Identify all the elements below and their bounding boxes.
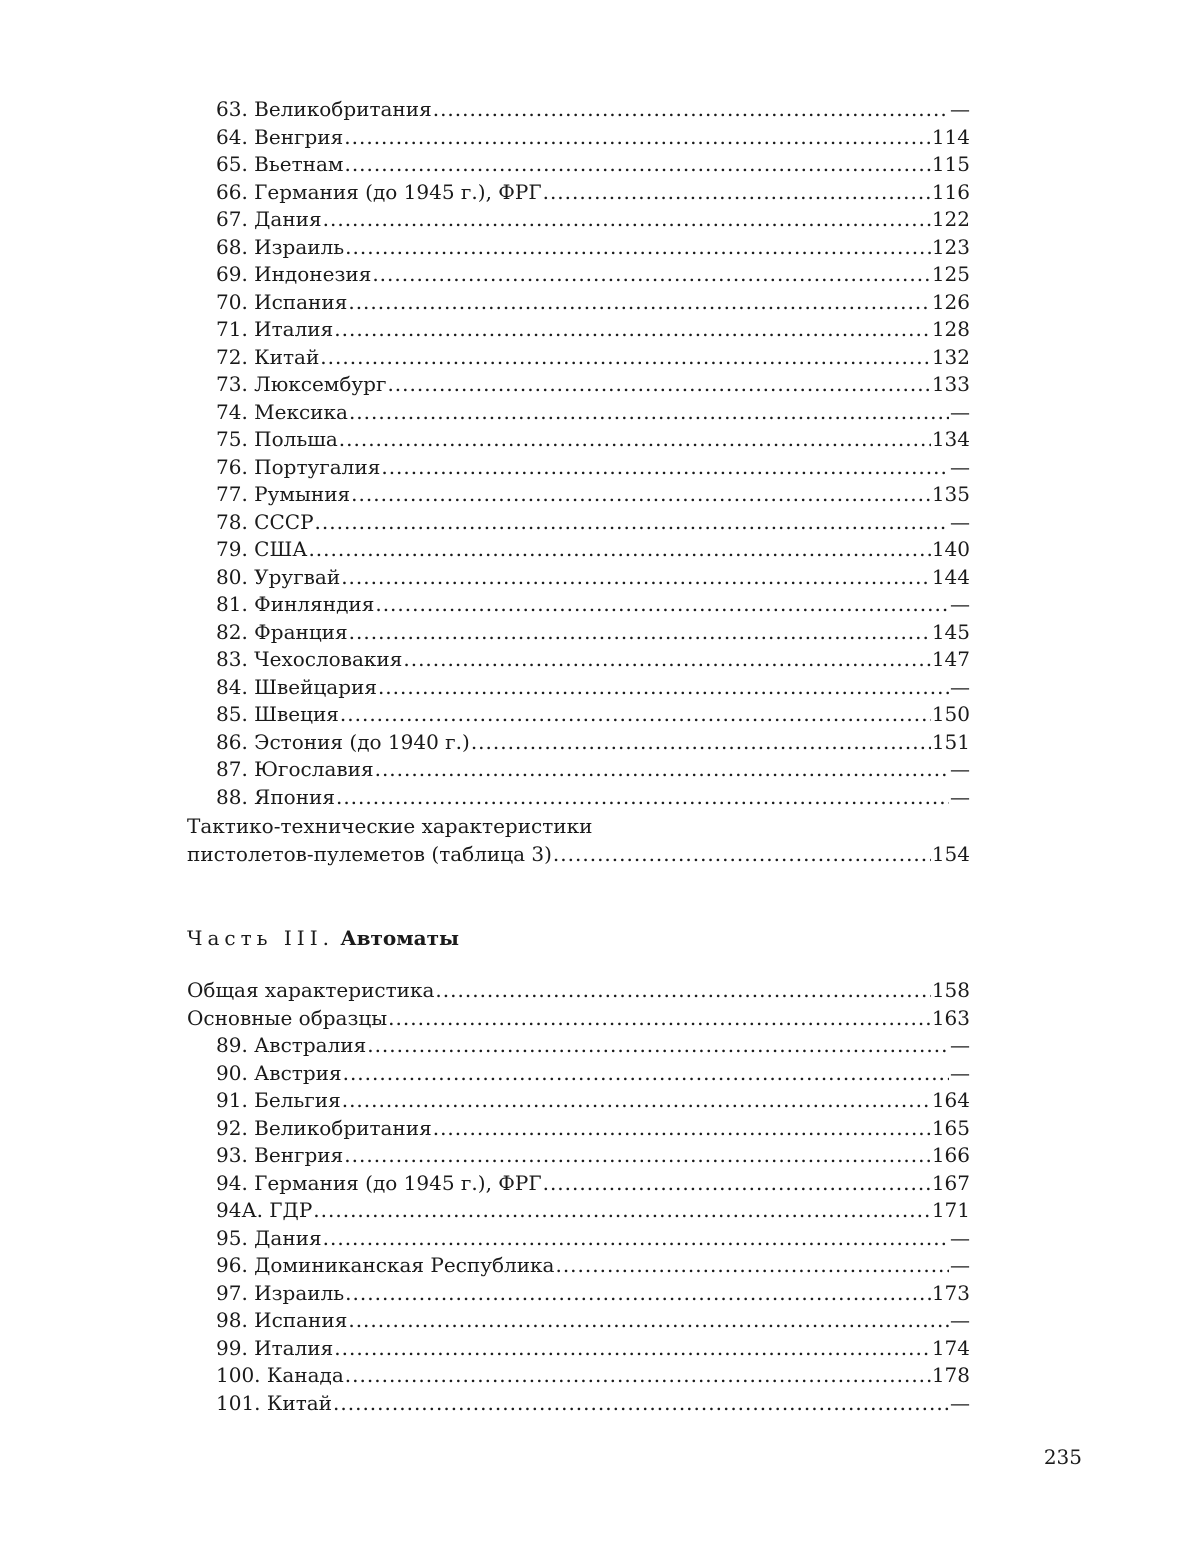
- dot-leader: [403, 646, 930, 674]
- toc-entry-page: 140: [931, 537, 970, 561]
- toc-entry-label: 82. Франция: [216, 619, 348, 644]
- toc-entry: [187, 261, 970, 289]
- toc-entry-label: 84. Швейцария: [216, 674, 377, 699]
- dot-leader: [471, 729, 931, 757]
- toc-entry-label: 95. Дания: [216, 1225, 322, 1250]
- toc-list-pistols: [187, 96, 970, 811]
- toc-entry: [187, 316, 970, 344]
- dot-leader: [308, 536, 930, 564]
- toc-entry-page: 173: [931, 1280, 970, 1305]
- toc-entry-label: 81. Финляндия: [216, 592, 375, 616]
- dot-leader: [315, 509, 949, 537]
- toc-entry: [187, 124, 970, 152]
- toc-entry-label: 98. Испания: [216, 1308, 348, 1332]
- toc-entry: [187, 1087, 970, 1115]
- toc-entry-page: 178: [931, 1363, 970, 1387]
- toc-entry-page: 126: [931, 289, 970, 314]
- dot-leader: [349, 619, 931, 647]
- toc-entry-page: 150: [931, 702, 970, 726]
- toc-entry-page: 144: [931, 564, 970, 589]
- toc-entry: [187, 1362, 970, 1390]
- toc-entry-label: Тактико-технические характеристики: [187, 814, 593, 838]
- toc-entry-page: 135: [931, 482, 970, 506]
- toc-entry: [187, 977, 970, 1005]
- part-heading-title: Автоматы: [340, 926, 460, 950]
- part-heading: [187, 924, 459, 952]
- dot-leader: [343, 1060, 949, 1088]
- toc-entry-label: 74. Мексика: [216, 399, 348, 424]
- dot-leader: [367, 1032, 949, 1060]
- toc-entry: [187, 756, 970, 784]
- dot-leader: [342, 1087, 931, 1115]
- toc-entry-page: 134: [931, 427, 970, 451]
- toc-entry-label: 89. Австралия: [216, 1033, 367, 1057]
- toc-entry: [187, 1032, 970, 1060]
- toc-entry-page: —: [950, 1253, 970, 1277]
- dot-leader: [348, 1307, 949, 1335]
- toc-entry-page: 132: [931, 344, 970, 369]
- toc-entry-label: 93. Венгрия: [216, 1143, 344, 1167]
- dot-leader: [543, 179, 931, 207]
- toc-entry-page: —: [950, 454, 970, 479]
- toc-entry-label: 70. Испания: [216, 289, 348, 314]
- toc-entry-label: 73. Люксембург: [216, 372, 387, 396]
- dot-leader: [345, 1362, 931, 1390]
- toc-entry-page: —: [950, 1060, 970, 1085]
- toc-entry: [187, 1197, 970, 1225]
- dot-leader: [435, 977, 930, 1005]
- toc-entry-label: 66. Германия (до 1945 г.), ФРГ: [216, 179, 542, 204]
- toc-entry: [187, 96, 970, 124]
- toc-entry-page: —: [950, 1390, 970, 1415]
- dot-leader: [387, 371, 930, 399]
- page-number: 235: [1043, 1445, 1082, 1469]
- toc-entry: [187, 1060, 970, 1088]
- toc-entry: [187, 1170, 970, 1198]
- toc-entry-label: 65. Вьетнам: [216, 152, 344, 176]
- toc-entry-page: 165: [931, 1115, 970, 1140]
- toc-entry: [187, 784, 970, 812]
- dot-leader: [543, 1170, 931, 1198]
- dot-leader: [340, 701, 931, 729]
- toc-table-entry: [187, 813, 970, 868]
- toc-entry-label: 64. Венгрия: [216, 124, 344, 149]
- toc-entry-label: 77. Румыния: [216, 482, 351, 506]
- toc-entry-page: —: [950, 674, 970, 699]
- toc-entry-page: —: [950, 1225, 970, 1250]
- dot-leader: [345, 1280, 931, 1308]
- toc-entry-label: 69. Индонезия: [216, 262, 372, 286]
- toc-entry-page: 151: [931, 729, 970, 754]
- toc-entry: [187, 206, 970, 234]
- toc-entry: [187, 1280, 970, 1308]
- dot-leader: [348, 289, 930, 317]
- toc-entry-label: 67. Дания: [216, 207, 322, 231]
- toc-entry: [187, 1307, 970, 1335]
- dot-leader: [375, 756, 949, 784]
- toc-entry-page: 116: [931, 179, 970, 204]
- part-heading-prefix: Часть III.: [187, 926, 334, 950]
- toc-entry-page: —: [950, 509, 970, 534]
- toc-entry-label: 83. Чехословакия: [216, 647, 403, 671]
- dot-leader: [344, 124, 931, 152]
- toc-entry: [187, 591, 970, 619]
- dot-leader: [323, 206, 931, 234]
- toc-entry: [187, 151, 970, 179]
- dot-leader: [334, 316, 931, 344]
- toc-entry-page: 167: [931, 1170, 970, 1195]
- toc-entry-label: 80. Уругвай: [216, 564, 341, 589]
- dot-leader: [553, 841, 931, 869]
- toc-entry-label: 75. Польша: [216, 427, 338, 451]
- toc-entry: [187, 729, 970, 757]
- toc-entry-page: —: [950, 784, 970, 809]
- toc-entry: [187, 564, 970, 592]
- dot-leader: [372, 261, 931, 289]
- toc-entry-label: 63. Великобритания: [216, 97, 432, 121]
- dot-leader: [381, 454, 949, 482]
- toc-entry: [187, 509, 970, 537]
- toc-entry-page: 154: [931, 841, 970, 866]
- toc-entry-label: 90. Австрия: [216, 1060, 342, 1085]
- toc-entry-label: пистолетов-пулеметов (таблица 3): [187, 841, 552, 866]
- toc-entry-label: 92. Великобритания: [216, 1115, 432, 1140]
- toc-entry: [187, 179, 970, 207]
- toc-entry-label: 79. США: [216, 537, 308, 561]
- toc-entry-label: 94. Германия (до 1945 г.), ФРГ: [216, 1170, 542, 1195]
- dot-leader: [336, 784, 949, 812]
- toc-entry-label: 85. Швеция: [216, 702, 339, 726]
- toc-table-entry-line2: [187, 841, 970, 869]
- toc-entry: [187, 701, 970, 729]
- toc-entry-page: 122: [931, 207, 970, 231]
- toc-entry-page: 171: [931, 1198, 970, 1222]
- toc-entry: [187, 1335, 970, 1363]
- toc-entry-label: 101. Китай: [216, 1390, 333, 1415]
- dot-leader: [333, 1390, 949, 1418]
- dot-leader: [320, 344, 931, 372]
- toc-entry-page: —: [950, 97, 970, 121]
- dot-leader: [323, 1225, 949, 1253]
- dot-leader: [388, 1005, 931, 1033]
- toc-entry: [187, 1390, 970, 1418]
- dot-leader: [433, 96, 949, 124]
- toc-entry-label: 86. Эстония (до 1940 г.): [216, 729, 470, 754]
- toc-entry: [187, 646, 970, 674]
- toc-entry-label: 88. Япония: [216, 784, 335, 809]
- toc-entry: [187, 536, 970, 564]
- toc-entry-label: 96. Доминиканская Республика: [216, 1253, 555, 1277]
- toc-entry-page: 147: [931, 647, 970, 671]
- toc-list-top-level: [187, 977, 970, 1032]
- toc-entry-page: 164: [931, 1088, 970, 1112]
- toc-entry: [187, 289, 970, 317]
- toc-entry: [187, 1005, 970, 1033]
- toc-entry-label: 72. Китай: [216, 344, 320, 369]
- toc-entry: [187, 426, 970, 454]
- dot-leader: [334, 1335, 931, 1363]
- dot-leader: [344, 1142, 931, 1170]
- toc-entry-label: 68. Израиль: [216, 234, 345, 259]
- dot-leader: [313, 1197, 931, 1225]
- toc-entry-page: 123: [931, 234, 970, 259]
- toc-entry-label: 97. Израиль: [216, 1280, 345, 1305]
- toc-entry: [187, 1252, 970, 1280]
- toc-entry-label: 87. Югославия: [216, 757, 374, 781]
- toc-entry-page: 174: [931, 1335, 970, 1360]
- toc-entry-page: —: [950, 399, 970, 424]
- dot-leader: [341, 564, 931, 592]
- toc-entry-label: 71. Италия: [216, 317, 334, 341]
- toc-entry-page: 133: [931, 372, 970, 396]
- toc-entry-page: 125: [931, 262, 970, 286]
- dot-leader: [433, 1115, 931, 1143]
- toc-entry-page: 145: [931, 619, 970, 644]
- dot-leader: [339, 426, 931, 454]
- toc-entry-page: 115: [931, 152, 970, 176]
- toc-entry-label: Основные образцы: [187, 1005, 388, 1030]
- dot-leader: [375, 591, 949, 619]
- toc-entry-label: 91. Бельгия: [216, 1088, 341, 1112]
- toc-list-assault-rifles: [187, 1032, 970, 1417]
- toc-entry-label: 94А. ГДР: [216, 1198, 313, 1222]
- toc-entry: [187, 454, 970, 482]
- toc-entry-page: 114: [931, 124, 970, 149]
- toc-entry: [187, 674, 970, 702]
- toc-entry: [187, 481, 970, 509]
- toc-entry: [187, 371, 970, 399]
- toc-entry-label: 99. Италия: [216, 1335, 334, 1360]
- toc-entry-page: —: [950, 1308, 970, 1332]
- toc-entry-page: 158: [931, 978, 970, 1002]
- toc-entry: [187, 234, 970, 262]
- toc-entry: [187, 619, 970, 647]
- toc-entry: [187, 1142, 970, 1170]
- toc-entry: [187, 1115, 970, 1143]
- toc-entry-label: 76. Португалия: [216, 454, 381, 479]
- toc-entry-page: —: [950, 1033, 970, 1057]
- toc-entry-page: 166: [931, 1143, 970, 1167]
- toc-entry-page: 163: [931, 1005, 970, 1030]
- dot-leader: [555, 1252, 949, 1280]
- dot-leader: [345, 234, 931, 262]
- toc-entry: [187, 344, 970, 372]
- dot-leader: [378, 674, 949, 702]
- toc-entry-label: 78. СССР: [216, 509, 314, 534]
- dot-leader: [349, 399, 949, 427]
- toc-entry-page: 128: [931, 317, 970, 341]
- dot-leader: [351, 481, 931, 509]
- toc-entry-label: 100. Канада: [216, 1363, 344, 1387]
- toc-entry: [187, 399, 970, 427]
- toc-entry: [187, 1225, 970, 1253]
- dot-leader: [344, 151, 930, 179]
- toc-entry-page: —: [950, 757, 970, 781]
- toc-entry-page: —: [950, 592, 970, 616]
- toc-entry-label: Общая характеристика: [187, 978, 435, 1002]
- toc-table-entry-line1: [187, 813, 970, 841]
